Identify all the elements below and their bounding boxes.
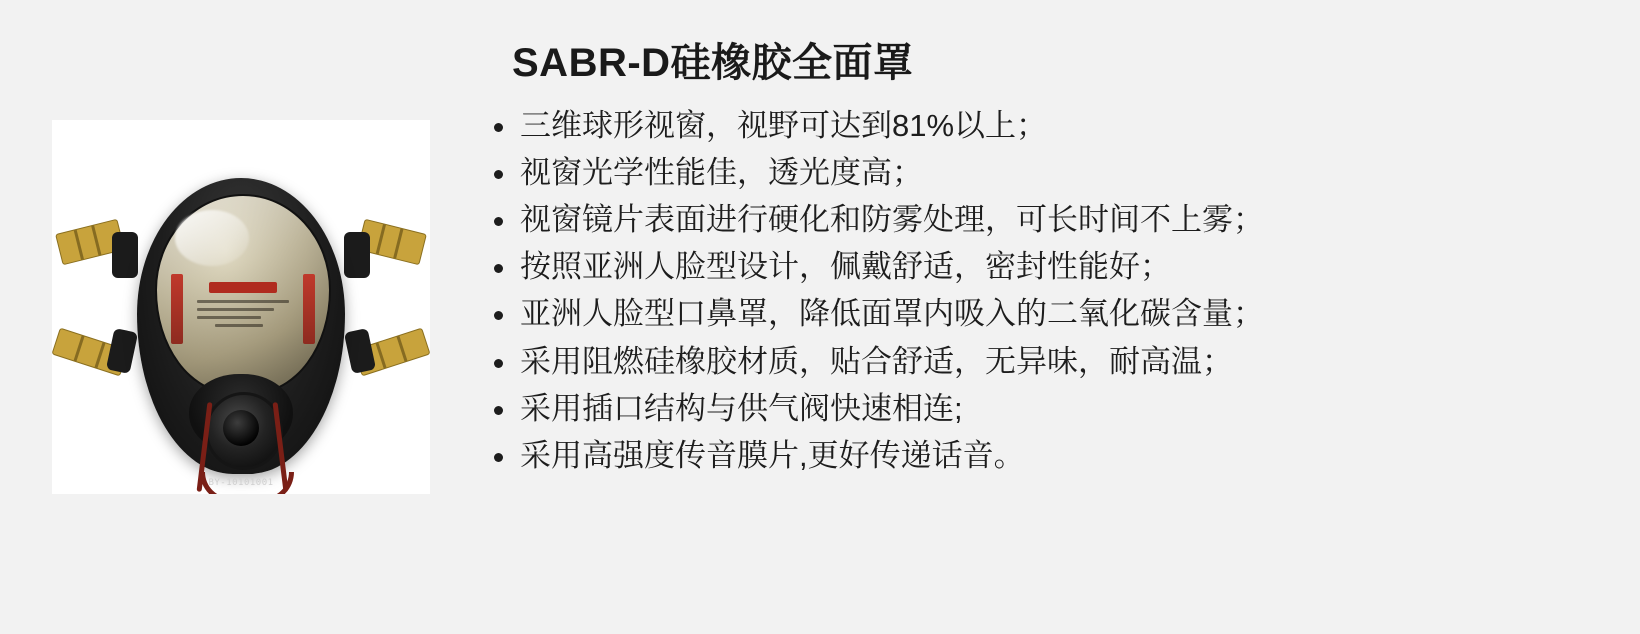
- page-title: SABR-D硅橡胶全面罩: [512, 41, 914, 85]
- product-image: [52, 120, 430, 494]
- mask-visor: [155, 194, 331, 394]
- visor-warning-label: [209, 282, 277, 293]
- product-description: [484, 38, 1584, 479]
- strap-buckle-lower-left: [106, 328, 138, 374]
- visor-glare: [175, 210, 249, 266]
- mask-body: [137, 178, 345, 488]
- strap-stripe: [393, 229, 403, 259]
- visor-side-strip-right: [303, 274, 315, 344]
- supply-valve-inner: [223, 410, 259, 446]
- list-item: 采用插口结构与供气阀快速相连;: [484, 385, 1584, 432]
- list-item: 三维球形视窗，视野可达到81%以上；: [484, 102, 1584, 149]
- strap-buckle-left: [112, 232, 138, 278]
- list-item: 视窗镜片表面进行硬化和防雾处理，可长时间不上雾；: [484, 196, 1584, 243]
- list-item: 亚洲人脸型口鼻罩，降低面罩内吸入的二氧化碳含量；: [484, 290, 1584, 337]
- mask-serial-label: BY-10101001: [208, 478, 274, 488]
- list-item: 采用阻燃硅橡胶材质，贴合舒适，无异味，耐高温；: [484, 338, 1584, 385]
- mask-illustration: [52, 120, 430, 494]
- list-item: 视窗光学性能佳，透光度高；: [484, 149, 1584, 196]
- strap-stripe: [95, 342, 106, 368]
- feature-list: [484, 102, 1584, 479]
- visor-side-strip-left: [171, 274, 183, 344]
- strap-buckle-lower-right: [344, 328, 376, 374]
- strap-stripe: [376, 343, 387, 369]
- chin-strap-loop: [200, 472, 294, 494]
- visor-instruction-text: [197, 300, 289, 342]
- strap-stripe: [397, 336, 408, 362]
- strap-stripe: [74, 230, 84, 260]
- list-item: 采用高强度传音膜片,更好传递话音。: [484, 432, 1584, 479]
- strap-stripe: [74, 336, 85, 362]
- strap-stripe: [376, 224, 386, 254]
- strap-stripe: [91, 226, 101, 256]
- strap-buckle-right: [344, 232, 370, 278]
- list-item: 按照亚洲人脸型设计，佩戴舒适，密封性能好；: [484, 243, 1584, 290]
